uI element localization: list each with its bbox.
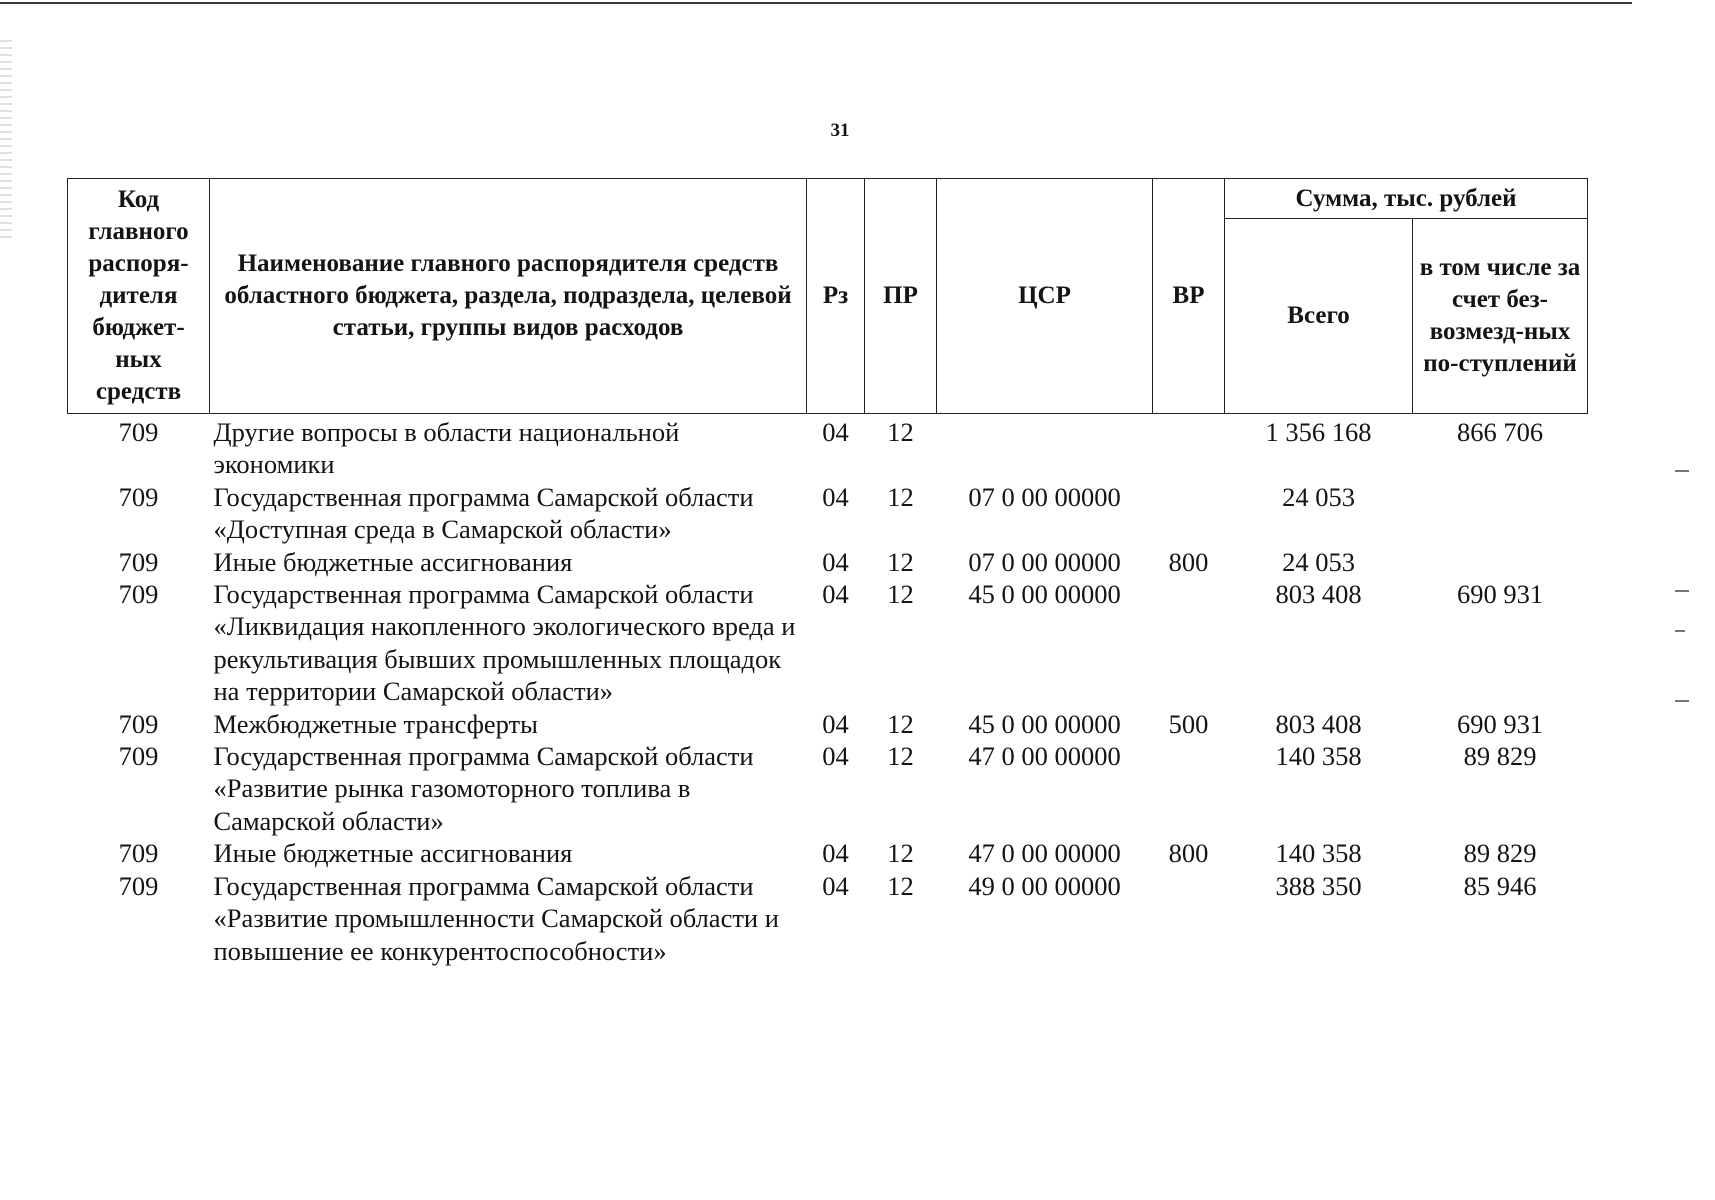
header-vr: ВР bbox=[1153, 179, 1225, 414]
table-row bbox=[68, 837, 1588, 869]
cell-rz: 04 bbox=[822, 741, 849, 772]
scan-margin-marks bbox=[1675, 470, 1695, 730]
cell-vr: 800 bbox=[1168, 546, 1209, 577]
header-rz: Рз bbox=[807, 179, 865, 414]
cell-kod: 709 bbox=[118, 417, 159, 447]
budget-table bbox=[67, 178, 1588, 967]
cell-csr: 45 0 00 00000 bbox=[968, 579, 1121, 610]
table-row bbox=[68, 481, 1588, 546]
top-border-line bbox=[0, 2, 1632, 4]
cell-total: 140 358 bbox=[1275, 741, 1362, 772]
cell-rz: 04 bbox=[822, 708, 849, 739]
table-row bbox=[68, 740, 1588, 837]
cell-csr: 47 0 00 00000 bbox=[968, 838, 1121, 869]
cell-rz: 04 bbox=[822, 546, 849, 577]
cell-name: Государственная программа Самарской области «Ликвидация накопленного экологического вреда и рекультивация бывших промышленных площадок на территории Самарской области» bbox=[213, 579, 796, 707]
cell-vr: 800 bbox=[1168, 838, 1209, 869]
table-row bbox=[68, 546, 1588, 578]
header-total: Всего bbox=[1225, 219, 1413, 414]
cell-kod: 709 bbox=[118, 838, 159, 869]
cell-incl: 89 829 bbox=[1463, 741, 1537, 772]
cell-kod: 709 bbox=[118, 870, 159, 901]
cell-kod: 709 bbox=[118, 579, 159, 610]
cell-pr: 12 bbox=[887, 741, 914, 772]
cell-incl bbox=[1413, 481, 1588, 546]
header-incl: в том числе за счет без-возмезд-ных по-ступлений bbox=[1413, 219, 1588, 414]
table-row bbox=[68, 578, 1588, 708]
cell-rz: 04 bbox=[822, 579, 849, 610]
cell-csr: 07 0 00 00000 bbox=[968, 481, 1121, 512]
header-kod: Код главного распоря-дителя бюджет-ных средств bbox=[68, 179, 210, 414]
cell-csr: 47 0 00 00000 bbox=[968, 741, 1121, 772]
cell-kod: 709 bbox=[118, 741, 159, 772]
cell-pr: 12 bbox=[887, 417, 914, 447]
cell-pr: 12 bbox=[887, 481, 914, 512]
cell-name: Иные бюджетные ассигнования bbox=[213, 546, 573, 577]
cell-rz: 04 bbox=[822, 417, 849, 447]
cell-kod: 709 bbox=[118, 708, 159, 739]
cell-incl: 866 706 bbox=[1456, 417, 1544, 447]
cell-vr bbox=[1153, 740, 1225, 837]
table-body bbox=[68, 414, 1588, 967]
cell-total: 803 408 bbox=[1275, 708, 1362, 739]
cell-pr: 12 bbox=[887, 579, 914, 610]
page-number: 31 bbox=[830, 120, 850, 141]
cell-kod: 709 bbox=[118, 546, 159, 577]
cell-vr bbox=[1153, 481, 1225, 546]
cell-name: Государственная программа Самарской области «Доступная среда в Самарской области» bbox=[213, 481, 754, 545]
cell-total: 388 350 bbox=[1275, 870, 1362, 901]
header-csr: ЦСР bbox=[937, 179, 1153, 414]
table-row bbox=[68, 708, 1588, 740]
cell-csr: 45 0 00 00000 bbox=[968, 708, 1121, 739]
cell-incl bbox=[1413, 546, 1588, 578]
cell-incl: 690 931 bbox=[1456, 579, 1544, 610]
cell-total: 1 356 168 bbox=[1265, 417, 1372, 447]
header-sum-group: Сумма, тыс. рублей bbox=[1225, 179, 1588, 219]
cell-name: Государственная программа Самарской области «Развитие рынка газомоторного топлива в Самарской области» bbox=[213, 741, 754, 836]
cell-pr: 12 bbox=[887, 838, 914, 869]
table-row bbox=[68, 870, 1588, 967]
cell-incl: 85 946 bbox=[1463, 870, 1537, 901]
cell-vr bbox=[1153, 578, 1225, 708]
cell-total: 803 408 bbox=[1275, 579, 1362, 610]
cell-rz: 04 bbox=[822, 870, 849, 901]
cell-name: Иные бюджетные ассигнования bbox=[213, 838, 573, 869]
table-header bbox=[68, 179, 1588, 414]
cell-csr: 07 0 00 00000 bbox=[968, 546, 1121, 577]
cell-rz: 04 bbox=[822, 481, 849, 512]
cell-csr bbox=[937, 414, 1153, 481]
table-row bbox=[68, 414, 1588, 481]
cell-kod: 709 bbox=[118, 481, 159, 512]
cell-pr: 12 bbox=[887, 870, 914, 901]
cell-name: Государственная программа Самарской области «Развитие промышленности Самарской области и повышение ее конкурентоспособности» bbox=[213, 870, 779, 966]
header-pr: ПР bbox=[865, 179, 937, 414]
cell-vr: 500 bbox=[1168, 708, 1209, 739]
cell-vr bbox=[1153, 870, 1225, 967]
cell-incl: 89 829 bbox=[1463, 838, 1537, 869]
cell-total: 140 358 bbox=[1275, 838, 1362, 869]
cell-rz: 04 bbox=[822, 838, 849, 869]
cell-name: Межбюджетные трансферты bbox=[213, 708, 538, 739]
cell-pr: 12 bbox=[887, 708, 914, 739]
cell-name: Другие вопросы в области национальной экономики bbox=[213, 417, 680, 480]
cell-incl: 690 931 bbox=[1456, 708, 1544, 739]
cell-total: 24 053 bbox=[1282, 481, 1355, 512]
scan-edge-noise bbox=[0, 40, 12, 240]
cell-csr: 49 0 00 00000 bbox=[968, 870, 1121, 901]
header-name: Наименование главного распорядителя средств областного бюджета, раздела, подраздела, целевой статьи, группы видов расходов bbox=[210, 179, 807, 414]
cell-vr bbox=[1153, 414, 1225, 481]
cell-total: 24 053 bbox=[1282, 546, 1355, 577]
cell-pr: 12 bbox=[887, 546, 914, 577]
